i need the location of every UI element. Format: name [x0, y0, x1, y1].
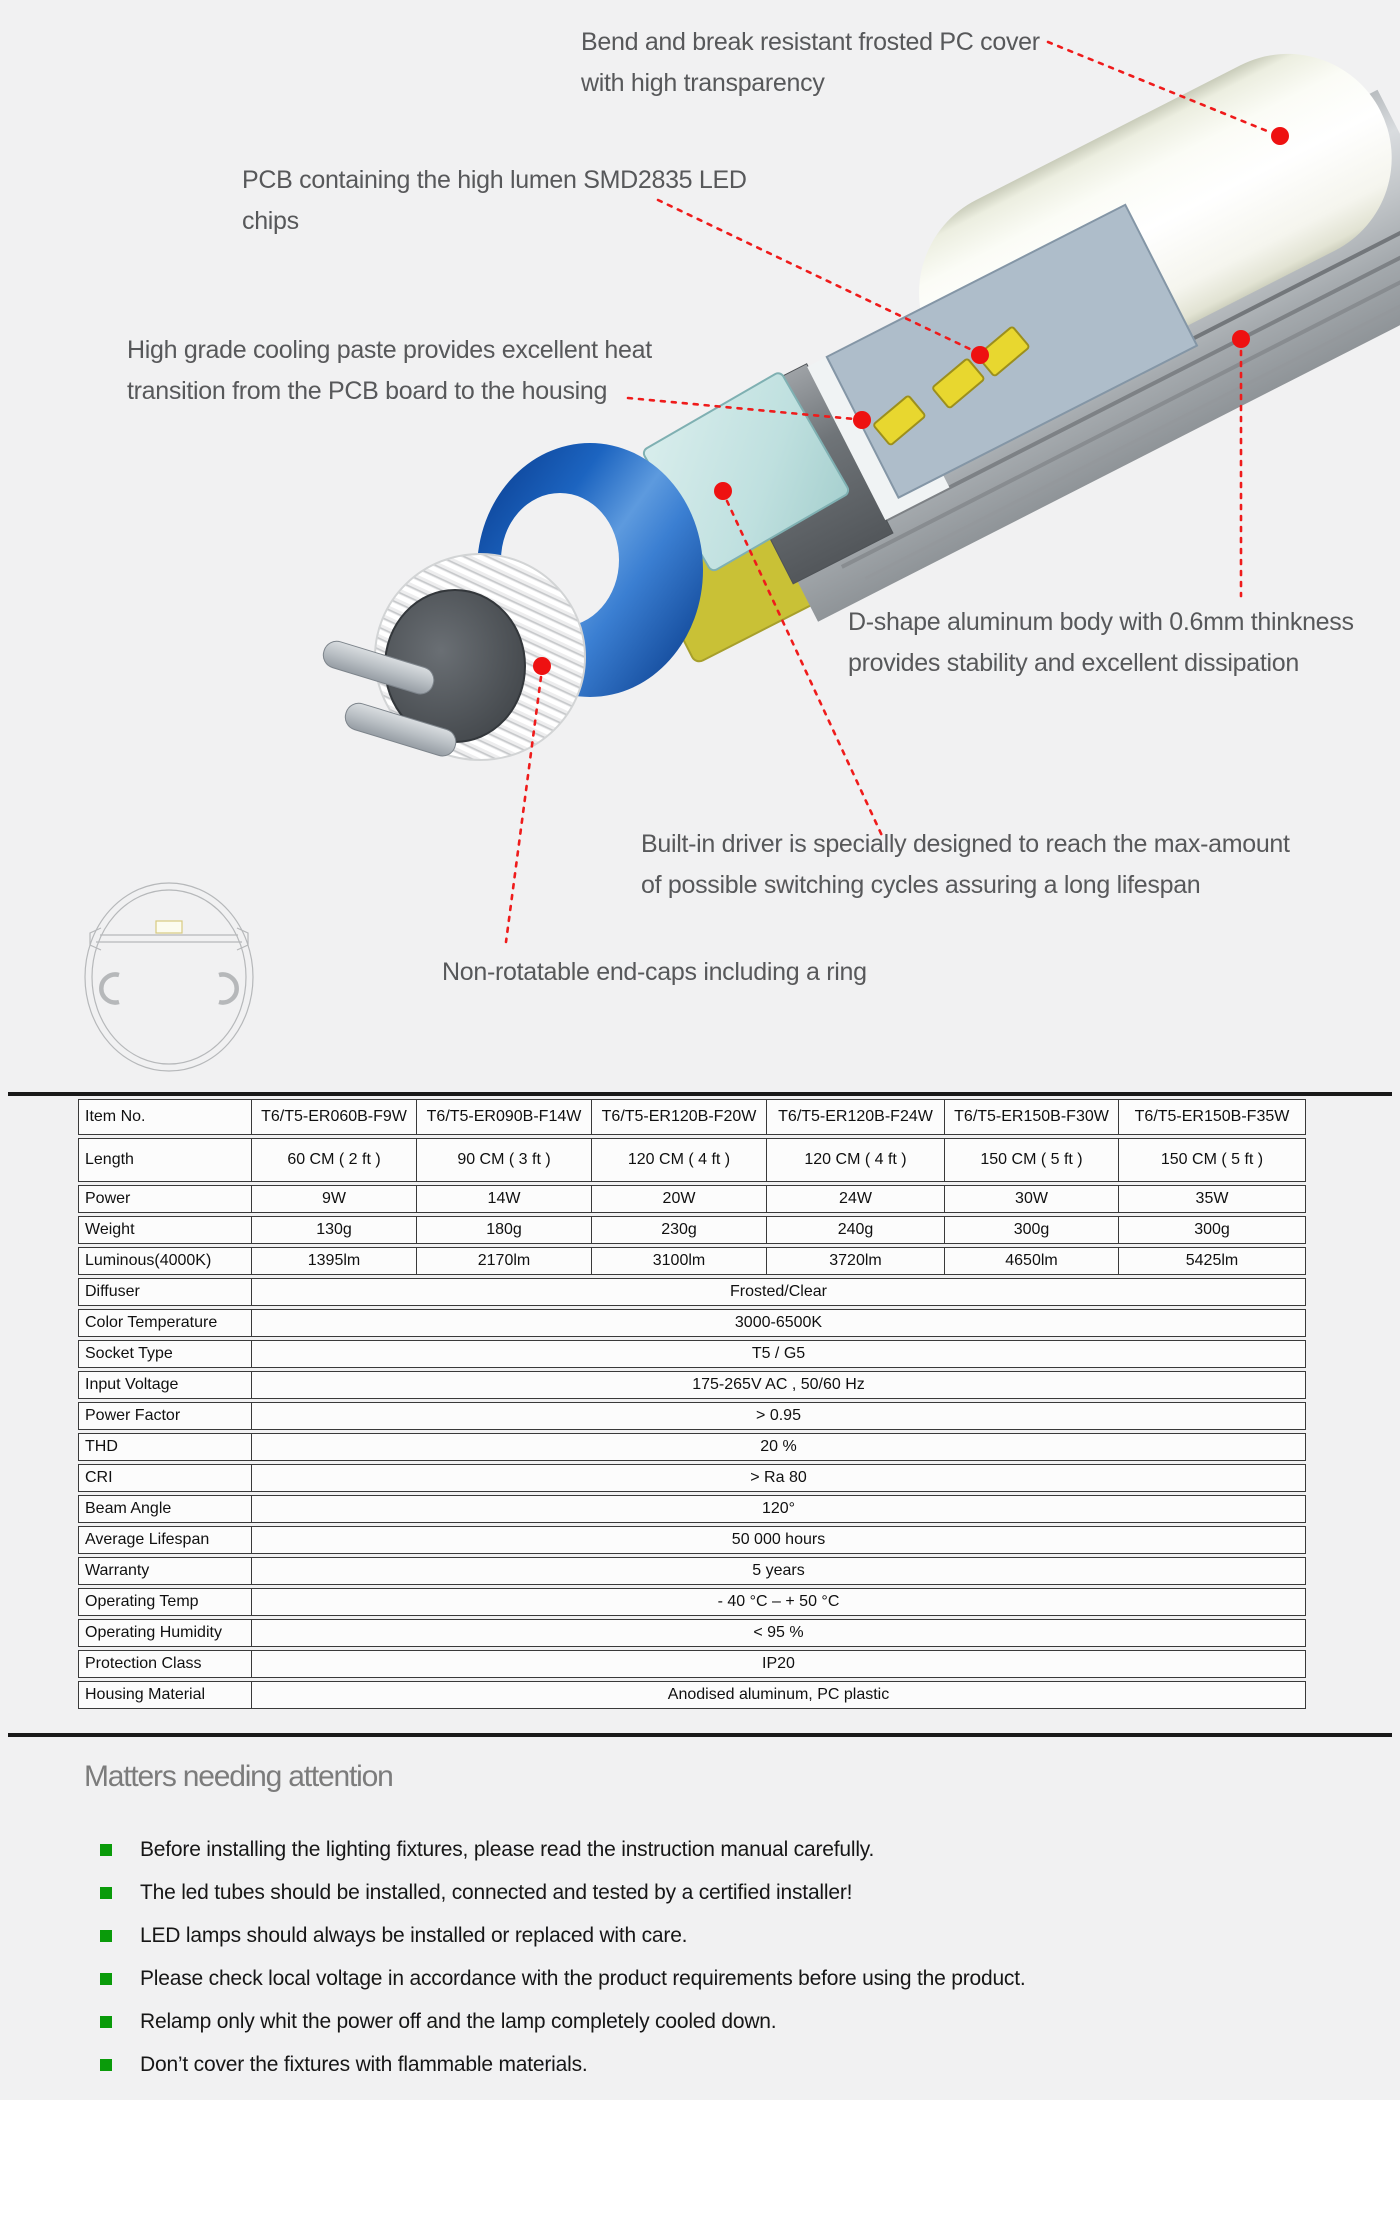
table-row-label: Item No. [78, 1099, 252, 1135]
table-cell: Frosted/Clear [252, 1278, 1306, 1306]
table-row [78, 1099, 1306, 1135]
table-row-label: Luminous(4000K) [78, 1247, 252, 1275]
attention-text: Relamp only whit the power off and the lamp completely cooled down. [140, 2009, 777, 2033]
table-model-header: T6/T5-ER060B-F9W [252, 1099, 417, 1135]
table-row [78, 1464, 1306, 1492]
table-cell: > 0.95 [252, 1402, 1306, 1430]
table-row-label: Socket Type [78, 1340, 252, 1368]
annotation-pc-cover [581, 22, 1040, 104]
table-row [78, 1216, 1306, 1244]
table-row-label: Housing Material [78, 1681, 252, 1709]
attention-text: Don’t cover the fixtures with flammable materials. [140, 2052, 588, 2076]
table-cell: 175-265V AC , 50/60 Hz [252, 1371, 1306, 1399]
table-cell: 130g [252, 1216, 417, 1244]
table-row [78, 1495, 1306, 1523]
table-cell: > Ra 80 [252, 1464, 1306, 1492]
table-row [78, 1138, 1306, 1182]
annotation-end-caps [442, 952, 867, 993]
attention-item [100, 2043, 1026, 2086]
annotation-line: Non-rotatable end-caps including a ring [442, 958, 867, 986]
spec-table [78, 1096, 1306, 1712]
attention-text: The led tubes should be installed, connected and tested by a certified installer! [140, 1880, 853, 1904]
table-row-label: Weight [78, 1216, 252, 1244]
table-row-label: Average Lifespan [78, 1526, 252, 1554]
table-cell: 230g [592, 1216, 767, 1244]
table-cell: 2170lm [417, 1247, 592, 1275]
table-cell: 9W [252, 1185, 417, 1213]
attention-text: Before installing the lighting fixtures, please read the instruction manual carefully. [140, 1837, 875, 1861]
table-row-label: Length [78, 1138, 252, 1182]
table-cell: 120° [252, 1495, 1306, 1523]
table-cell: 150 CM ( 5 ft ) [1119, 1138, 1306, 1182]
table-row [78, 1619, 1306, 1647]
table-row [78, 1185, 1306, 1213]
table-row-label: Diffuser [78, 1278, 252, 1306]
table-cell: Anodised aluminum, PC plastic [252, 1681, 1306, 1709]
table-cell: 50 000 hours [252, 1526, 1306, 1554]
green-square-bullet-icon [100, 2059, 112, 2071]
annotation-line: Built-in driver is specially designed to reach the max-amount [641, 830, 1290, 858]
table-cell: 240g [767, 1216, 945, 1244]
table-row-label: Protection Class [78, 1650, 252, 1678]
table-row [78, 1588, 1306, 1616]
table-cell: 4650lm [945, 1247, 1119, 1275]
table-cell: 30W [945, 1185, 1119, 1213]
attention-item [100, 1914, 1026, 1957]
annotation-line: D-shape aluminum body with 0.6mm thinkness [848, 608, 1354, 636]
table-row [78, 1681, 1306, 1709]
table-cell: 120 CM ( 4 ft ) [767, 1138, 945, 1182]
page-bottom-margin [0, 2100, 1400, 2230]
table-cell: 24W [767, 1185, 945, 1213]
table-cell: 3100lm [592, 1247, 767, 1275]
table-cell: 3720lm [767, 1247, 945, 1275]
annotation-aluminum-body [848, 602, 1354, 684]
table-cell: 35W [1119, 1185, 1306, 1213]
attention-item [100, 1871, 1026, 1914]
annotation-line: of possible switching cycles assuring a long lifespan [641, 871, 1201, 899]
table-row-label: CRI [78, 1464, 252, 1492]
table-model-header: T6/T5-ER090B-F14W [417, 1099, 592, 1135]
green-square-bullet-icon [100, 2016, 112, 2028]
table-row [78, 1650, 1306, 1678]
table-row [78, 1247, 1306, 1275]
attention-text: LED lamps should always be installed or replaced with care. [140, 1923, 688, 1947]
green-square-bullet-icon [100, 1930, 112, 1942]
table-cell: 300g [945, 1216, 1119, 1244]
annotation-line: transition from the PCB board to the housing [127, 377, 608, 405]
annotation-line: with high transparency [581, 69, 825, 97]
table-cell: 120 CM ( 4 ft ) [592, 1138, 767, 1182]
table-row [78, 1433, 1306, 1461]
table-cell: 150 CM ( 5 ft ) [945, 1138, 1119, 1182]
table-row [78, 1309, 1306, 1337]
table-cell: 180g [417, 1216, 592, 1244]
annotation-line: PCB containing the high lumen SMD2835 LED [242, 166, 747, 194]
table-cell: 20 % [252, 1433, 1306, 1461]
table-model-header: T6/T5-ER150B-F30W [945, 1099, 1119, 1135]
table-row-label: THD [78, 1433, 252, 1461]
table-cell: < 95 % [252, 1619, 1306, 1647]
table-row [78, 1402, 1306, 1430]
table-row [78, 1278, 1306, 1306]
annotation-line: Bend and break resistant frosted PC cover [581, 28, 1040, 56]
table-model-header: T6/T5-ER120B-F20W [592, 1099, 767, 1135]
annotation-line: chips [242, 207, 299, 235]
attention-list [100, 1828, 1026, 2086]
attention-item [100, 1957, 1026, 2000]
table-cell: 3000-6500K [252, 1309, 1306, 1337]
green-square-bullet-icon [100, 1844, 112, 1856]
annotation-cooling-paste [127, 330, 652, 412]
annotation-pcb [242, 160, 747, 242]
table-row [78, 1557, 1306, 1585]
annotation-driver [641, 824, 1290, 906]
table-row-label: Beam Angle [78, 1495, 252, 1523]
annotation-line: High grade cooling paste provides excellent heat [127, 336, 652, 364]
table-cell: 14W [417, 1185, 592, 1213]
table-model-header: T6/T5-ER120B-F24W [767, 1099, 945, 1135]
annotation-line: provides stability and excellent dissipation [848, 649, 1299, 677]
table-cell: T5 / G5 [252, 1340, 1306, 1368]
table-cell: 60 CM ( 2 ft ) [252, 1138, 417, 1182]
table-row-label: Operating Temp [78, 1588, 252, 1616]
table-cell: - 40 °C – + 50 °C [252, 1588, 1306, 1616]
table-model-header: T6/T5-ER150B-F35W [1119, 1099, 1306, 1135]
table-cell: 1395lm [252, 1247, 417, 1275]
table-row-label: Input Voltage [78, 1371, 252, 1399]
table-cell: 20W [592, 1185, 767, 1213]
table-row-label: Color Temperature [78, 1309, 252, 1337]
table-row-label: Power Factor [78, 1402, 252, 1430]
table-cell: 300g [1119, 1216, 1306, 1244]
table-cell: 90 CM ( 3 ft ) [417, 1138, 592, 1182]
table-row [78, 1340, 1306, 1368]
table-row [78, 1371, 1306, 1399]
table-row-label: Power [78, 1185, 252, 1213]
table-row-label: Operating Humidity [78, 1619, 252, 1647]
attention-item [100, 2000, 1026, 2043]
attention-text: Please check local voltage in accordance with the product requirements before using the product. [140, 1966, 1026, 1990]
attention-item [100, 1828, 1026, 1871]
cross-section-drawing [85, 883, 253, 1071]
green-square-bullet-icon [100, 1973, 112, 1985]
table-cell: 5425lm [1119, 1247, 1306, 1275]
spec-table-section [78, 1096, 1306, 1712]
green-square-bullet-icon [100, 1887, 112, 1899]
table-row [78, 1526, 1306, 1554]
table-row-label: Warranty [78, 1557, 252, 1585]
attention-heading: Matters needing attention [84, 1760, 393, 1793]
table-cell: 5 years [252, 1557, 1306, 1585]
separator-line-bottom [8, 1733, 1392, 1737]
table-cell: IP20 [252, 1650, 1306, 1678]
